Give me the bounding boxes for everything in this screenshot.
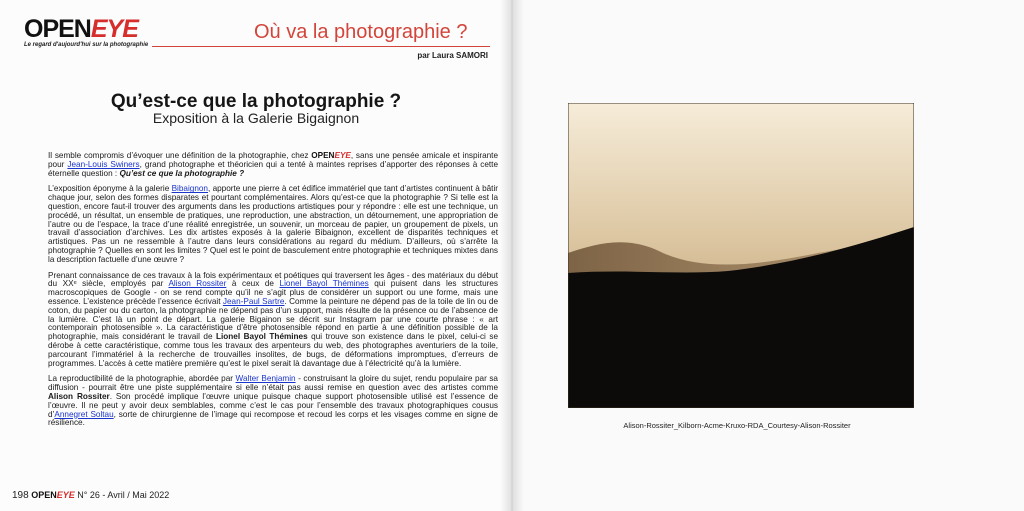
- paragraph-4: [48, 375, 498, 428]
- page-number: 198: [12, 490, 29, 501]
- article-title: Qu’est-ce que la photographie ?: [110, 91, 402, 112]
- footer-logo: [31, 490, 75, 500]
- p3-text-a: Prenant connaissance de ces travaux à la fois expérimentaux et poétiques qui traversent les âges - des matériaux du début du XXᵉ siècle, employés par: [48, 270, 498, 289]
- header-divider: [152, 46, 490, 47]
- link-jean-louis-swiners[interactable]: Jean-Louis Swiners: [67, 159, 140, 169]
- page-gutter-shadow: [500, 0, 524, 511]
- link-alison-rossiter[interactable]: Alison Rossiter: [168, 279, 227, 289]
- p4-bold-name: Alison Rossiter: [48, 391, 110, 401]
- photo-caption: Alison-Rossiter_Kilborn-Acme-Kruxo-RDA_Courtesy-Alison-Rossiter: [623, 421, 851, 430]
- paragraph-2: [48, 185, 498, 264]
- p4-text-c: . Son procédé implique l’œuvre unique puisque chaque support photosensible utilisé est l’essence de l’œuvre. Il ne peut y avoir deux semblables, comme c’est le cas pour l’ensemble des travaux photographiques cousus d’: [48, 391, 498, 419]
- link-lionel-bayol-themines[interactable]: Lionel Bayol Thémines: [279, 279, 369, 289]
- p3-bold-name: Lionel Bayol Thémines: [216, 332, 308, 342]
- article-body: [48, 152, 498, 435]
- artwork-photo: [568, 103, 914, 408]
- p1-text-b: , sans une pensée amicale et inspirante pour: [48, 151, 499, 169]
- issue-info: N° 26 - Avril / Mai 2022: [77, 490, 170, 500]
- article-subtitle: Exposition à la Galerie Bigaignon: [152, 110, 360, 126]
- p2-text-a: L’exposition éponyme à la galerie: [48, 184, 172, 194]
- link-annegret-soltau[interactable]: Annegret Soltau: [54, 409, 114, 419]
- p1-brand-open: OPEN: [311, 151, 335, 160]
- p1-text-a: Il semble compromis d’évoquer une définition de la photographie, chez: [48, 151, 312, 160]
- link-walter-benjamin[interactable]: Walter Benjamin: [235, 374, 296, 384]
- p1-brand-eye: EYE: [334, 151, 351, 160]
- section-rubric: Où va la photographie ?: [254, 21, 468, 43]
- openeye-logo: [24, 16, 138, 42]
- p1-emphasis: Qu’est ce que la photographie ?: [119, 168, 245, 178]
- logo-open-text: OPEN: [24, 15, 91, 43]
- p3-text-d: . Comme la peinture ne dépend pas de la toile de lin ou de coton, du papier ou du carton, la photographie ne dépend pas d’un support, mais résulte de la présence ou de l’absence de la lumière. C’est là un point de départ. La galerie Bigainon se décrit sur Instagram par une courte phrase : « art contemporain photosensible ». La caractéristique d’être photosensible répond en partie à une définition possible de la photographie, mais considérant le travail de: [48, 296, 498, 342]
- link-bibaignon[interactable]: Bibaignon: [171, 184, 208, 194]
- p1-text-c: , grand photographe et théoricien qui a tenté à maintes reprises d’apporter des réponses à cette éternelle question :: [48, 159, 499, 178]
- footer-logo-eye: EYE: [56, 490, 75, 500]
- paragraph-1: [48, 152, 498, 178]
- footer-logo-open: OPEN: [31, 490, 57, 500]
- p2-text-b: , apporte une pierre à cet édifice immatériel que tant d’artistes continuent à bâtir chaque jour, selon des formes disparates et pourtant complémentaires. Alors qu’est-ce que la photographie ? Si telle est la question, encore faut-il trouver des arguments dans les productions artistiques pour y répondre : elle est une technique, un procédé, un résultat, un ensemble de pratiques, une reproduction, une abstraction, un détournement, une appropriation de l’autre ou de l’espace, la trace d’une réalité enregistrée, un souvenir, un morceau de papier, un groupement de pixels, un travail d’association d’archives. Les dix artistes exposés à la galerie Bibaignon, excellent de disparités techniques et artistiques. Pas un ne ressemble à l’autre dans leurs considérations au regard du médium. D’ailleurs, où s’arrête la photographie ? Quelles en sont les limites ? Quel est le point de basculement entre photographie et techniques mixtes dans la description factuelle d’une œuvre ?: [48, 184, 498, 264]
- p4-text-d: , sorte de chirurgienne de l’image qui recompose et recoud les corps et les visages comme en signe de résilience.: [48, 409, 498, 428]
- p3-text-e: qui trouve son existence dans le pixel, celui-ci se dérobe à cette caractéristique, comme tous les travaux des arpenteurs du web, des photographes aventuriers de la toile, parcourant l’immatériel à la recherche de trouvailles insolites, de bugs, de déformations impromptues, d’erreurs de programmes. L’accès à cette matière première qu’est le pixel serait là davantage due à l’électricité qu’à la lumière.: [48, 332, 499, 368]
- author-byline: par Laura SAMORI: [417, 51, 488, 60]
- link-jean-paul-sartre[interactable]: Jean-Paul Sartre: [222, 296, 285, 306]
- p3-text-b: à ceux de: [226, 279, 280, 289]
- p3-text-c: qui puisent dans les structures macroscopiques de Google - on se rend compte qu’il ne s’agit plus de considérer un support ou une forme, mais une essence. L’existence précède l’essence écrivait: [48, 279, 498, 306]
- page-footer: [12, 490, 169, 501]
- logo-tagline: Le regard d'aujourd'hui sur la photographie: [24, 42, 149, 48]
- paragraph-3: [48, 272, 498, 369]
- p4-text-a: La reproductibilité de la photographie, abordée par: [48, 374, 236, 384]
- logo-eye-text: EYE: [90, 15, 138, 43]
- p4-text-b: - construisant la gloire du sujet, rendu populaire par sa diffusion - pourrait être une piste supplémentaire si elle n’était pas aussi remise en question avec des artistes comme: [48, 374, 498, 393]
